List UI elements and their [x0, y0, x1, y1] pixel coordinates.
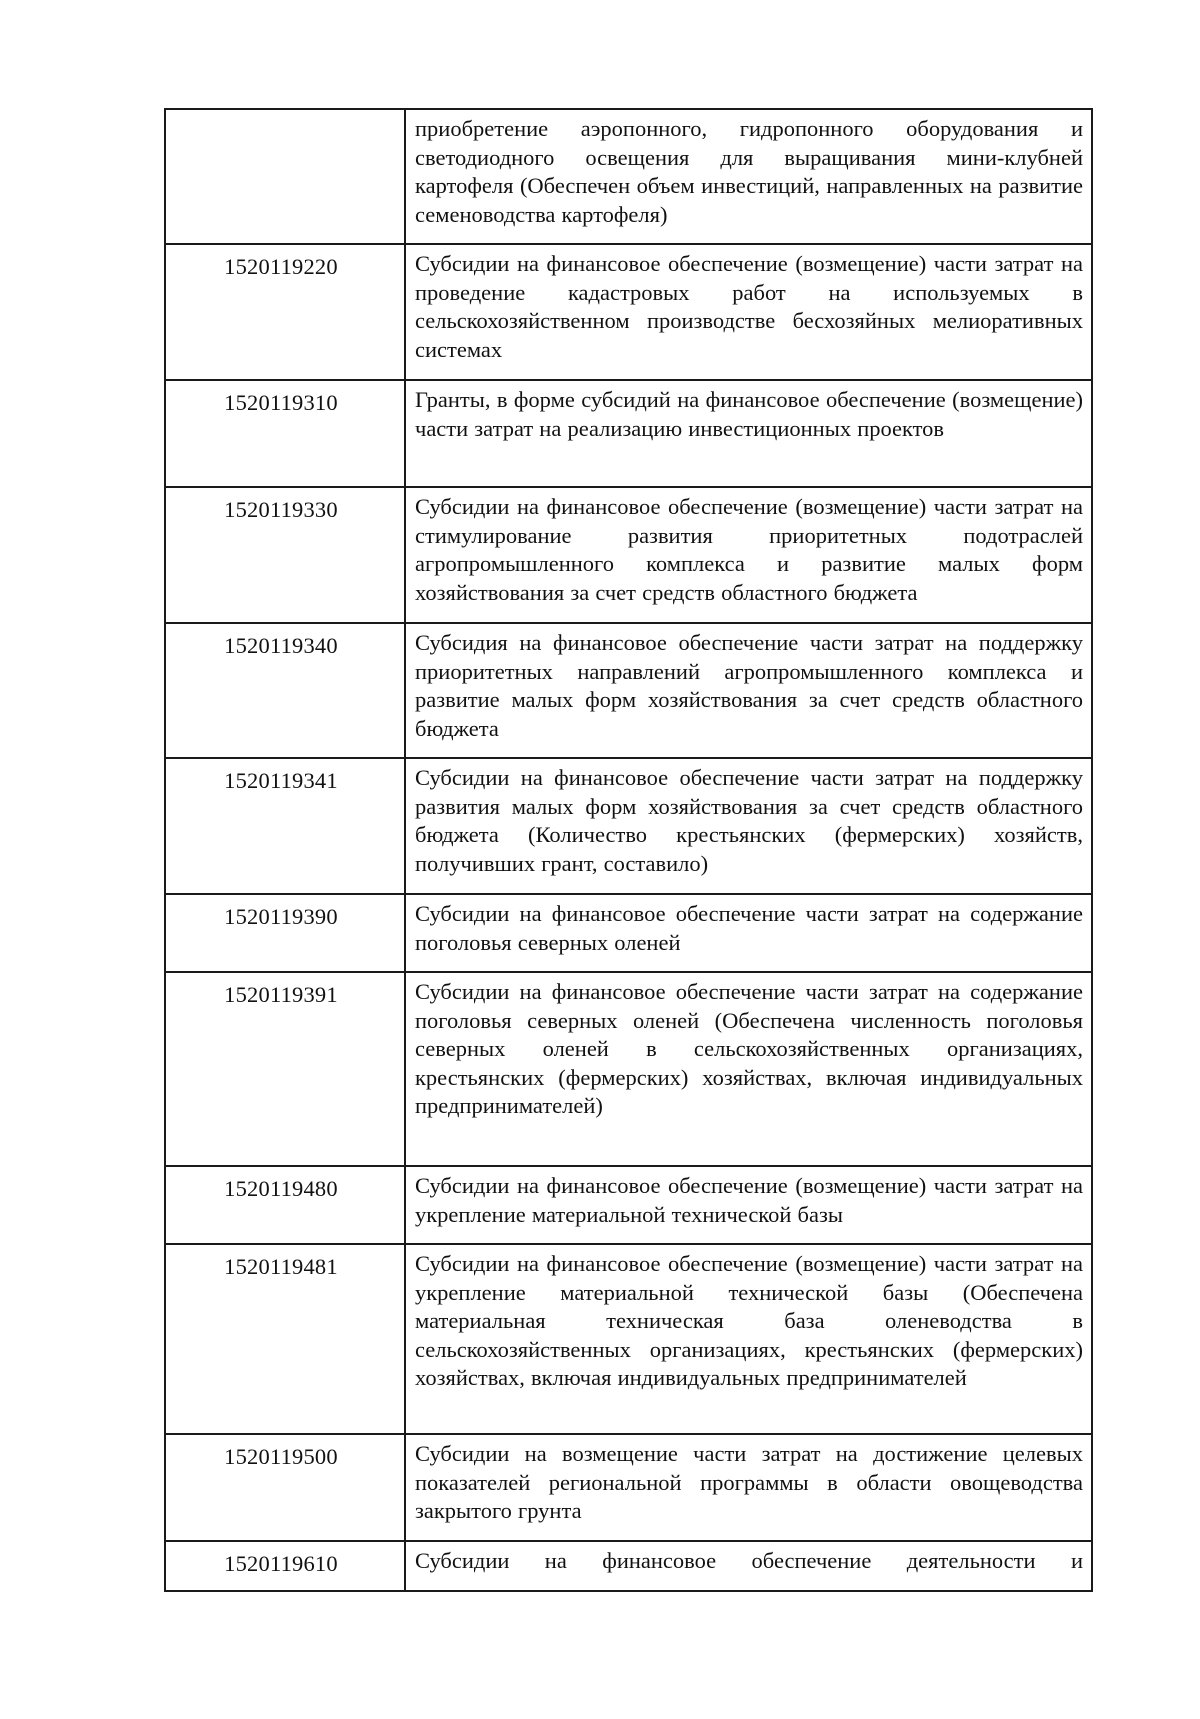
table-row — [165, 894, 1092, 972]
row-description: Субсидии на финансовое обеспечение (возмещение) части затрат на стимулирование развития приоритетных подотраслей агропромышленного комплекса и развитие малых форм хозяйствования за счет средств областного бюджета — [405, 487, 1092, 623]
row-code: 1520119610 — [165, 1541, 405, 1591]
table-row — [165, 758, 1092, 894]
table-row — [165, 380, 1092, 487]
table-row — [165, 972, 1092, 1166]
row-code: 1520119220 — [165, 244, 405, 380]
row-code: 1520119480 — [165, 1166, 405, 1244]
row-code: 1520119390 — [165, 894, 405, 972]
table-row — [165, 1541, 1092, 1591]
row-description: приобретение аэропонного, гидропонного оборудования и светодиодного освещения для выращивания мини-клубней картофеля (Обеспечен объем инвестиций, направленных на развитие семеноводства картофеля) — [405, 109, 1092, 244]
row-code: 1520119500 — [165, 1434, 405, 1541]
row-code — [165, 109, 405, 244]
row-code: 1520119481 — [165, 1244, 405, 1434]
row-description: Субсидии на финансовое обеспечение деятельности и — [405, 1541, 1092, 1591]
row-description: Субсидии на возмещение части затрат на достижение целевых показателей региональной программы в области овощеводства закрытого грунта — [405, 1434, 1092, 1541]
row-description: Субсидия на финансовое обеспечение части затрат на поддержку приоритетных направлений агропромышленного комплекса и развитие малых форм хозяйствования за счет средств областного бюджета — [405, 623, 1092, 758]
table-row — [165, 623, 1092, 758]
table-row — [165, 1166, 1092, 1244]
row-code: 1520119330 — [165, 487, 405, 623]
row-code: 1520119391 — [165, 972, 405, 1166]
row-description: Субсидии на финансовое обеспечение части затрат на содержание поголовья северных оленей (Обеспечена численность поголовья северных оленей в сельскохозяйственных организациях, крестьянских (фермерских) хозяйствах, включая индивидуальных предпринимателей) — [405, 972, 1092, 1166]
row-description: Субсидии на финансовое обеспечение (возмещение) части затрат на укрепление материальной технической базы — [405, 1166, 1092, 1244]
row-description: Гранты, в форме субсидий на финансовое обеспечение (возмещение) части затрат на реализацию инвестиционных проектов — [405, 380, 1092, 487]
table-row — [165, 1434, 1092, 1541]
table-row — [165, 1244, 1092, 1434]
row-code: 1520119310 — [165, 380, 405, 487]
row-description: Субсидии на финансовое обеспечение части затрат на содержание поголовья северных оленей — [405, 894, 1092, 972]
row-description: Субсидии на финансовое обеспечение (возмещение) части затрат на укрепление материальной технической базы (Обеспечена материальная техническая база оленеводства в сельскохозяйственных организациях, крестьянских (фермерских) хозяйствах, включая индивидуальных предпринимателей — [405, 1244, 1092, 1434]
table-row — [165, 487, 1092, 623]
budget-classification-table — [164, 108, 1093, 1592]
row-code: 1520119340 — [165, 623, 405, 758]
row-description: Субсидии на финансовое обеспечение части затрат на поддержку развития малых форм хозяйствования за счет средств областного бюджета (Количество крестьянских (фермерских) хозяйств, получивших грант, составило) — [405, 758, 1092, 894]
table-row — [165, 109, 1092, 244]
table-row — [165, 244, 1092, 380]
row-code: 1520119341 — [165, 758, 405, 894]
row-description: Субсидии на финансовое обеспечение (возмещение) части затрат на проведение кадастровых работ на используемых в сельскохозяйственном производстве бесхозяйных мелиоративных системах — [405, 244, 1092, 380]
